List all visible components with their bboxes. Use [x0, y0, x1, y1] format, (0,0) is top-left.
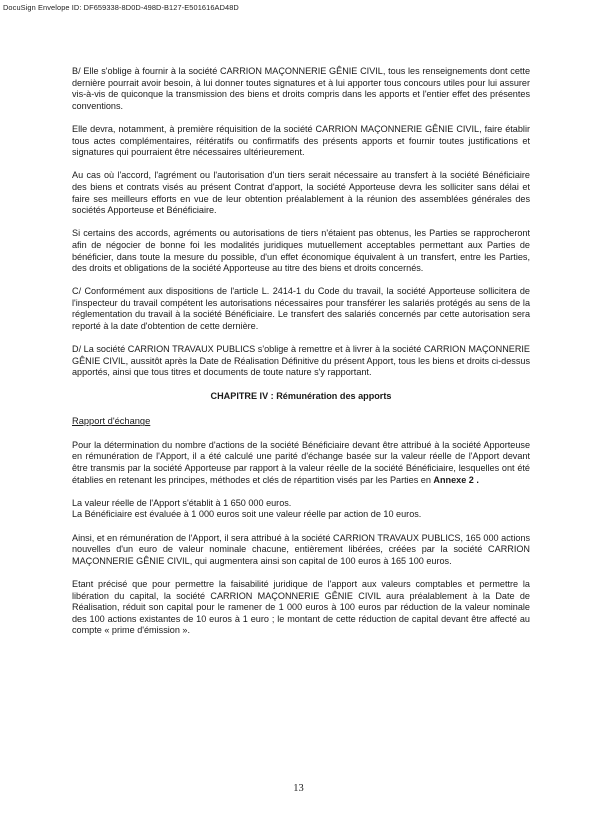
section-subtitle: Rapport d'échange — [72, 416, 151, 427]
paragraph-third-party-consent: Au cas où l'accord, l'agrément ou l'autorisation d'un tiers serait nécessaire au transfert à la société Bénéficiaire des biens et contrats visés au présent Contrat d'apport, la société Apporteuse devra les solliciter sans délai et faire ses meilleurs efforts en vue de leur obtention préalablement à la réunion des assemblées générales des sociétés Apporteuse et Bénéficiaire. — [72, 170, 530, 216]
valuation-line-apport: La valeur réelle de l'Apport s'établit à 1 650 000 euros. — [72, 497, 292, 508]
paragraph-requisition: Elle devra, notamment, à première réquisition de la société CARRION MAÇONNERIE GÊNIE CIVIL, faire établir tous actes complémentaires, réitératifs ou confirmatifs des présents apports et fournir toutes justifications et signatures qui pourraient être nécessaires ultérieurement. — [72, 123, 530, 158]
docusign-envelope-id: DocuSign Envelope ID: DF659338-8D0D-498D-B127-E501616AD48D — [3, 3, 239, 12]
paragraph-share-allocation: Ainsi, et en rémunération de l'Apport, il sera attribué à la société CARRION TRAVAUX PUBLICS, 165 000 actions nouvelles d'un euro de valeur nominale chacune, entièrement libérées, créées par la société CARRION MAÇONNERIE GÊNIE CIVIL, qui augmentera ainsi son capital de 100 euros à 165 100 euros. — [72, 532, 530, 566]
paragraph-d-delivery: D/ La société CARRION TRAVAUX PUBLICS s'oblige à remettre et à livrer à la société CARRION MAÇONNERIE GÊNIE CIVIL, aussitôt après la Date de Réalisation Définitive du présent Apport, tous les biens et droits ci-dessus apportés, ainsi que tous titres et documents de toute nature s'y rapportant. — [72, 344, 530, 378]
page-number: 13 — [293, 783, 304, 794]
paragraph-exchange-ratio — [72, 440, 530, 486]
valuation-line-beneficiaire: La Bénéficiaire est évaluée à 1 000 euros soit une valeur réelle par action de 10 euros. — [72, 509, 422, 520]
paragraph-consent-not-obtained: Si certains des accords, agréments ou autorisations de tiers n'étaient pas obtenus, les Parties se rapprocheront afin de négocier de bonne foi les modalités juridiques mutuellement acceptables permettant aux Parties de bénéficier, dans toute la mesure du possible, d'un effet économique équivalent à un transfert, entre les Parties, des droits et obligations de la société Apporteuse au titre des biens et droits concernés. — [72, 228, 530, 274]
chapter-title: CHAPITRE IV : Rémunération des apports — [210, 390, 392, 401]
annexe-reference: Annexe 2 . — [433, 474, 479, 485]
exchange-ratio-text: Pour la détermination du nombre d'actions de la société Bénéficiaire devant être attribué à la société Apporteuse en rémunération de l'Apport, il a été calculé une parité d'échange basée sur la valeur réelle de l'Apport devant être transmis par la société Apporteuse par rapport à la valeur réelle de la société Bénéficiaire, lesquelles ont été établies en retenant les principes, méthodes et clés de répartition visés par les Parties en — [72, 439, 530, 485]
document-body — [72, 66, 530, 649]
paragraph-b-obligation: B/ Elle s'oblige à fournir à la société CARRION MAÇONNERIE GÊNIE CIVIL, tous les renseignements dont cette dernière pourrait avoir besoin, à lui donner toutes signatures et à lui apporter tous concours utiles pour lui assurer vis-à-vis de quiconque la transmission des biens et droits compris dans les apports et l'entier effet des présentes conventions. — [72, 66, 530, 111]
paragraph-capital-reduction: Etant précisé que pour permettre la faisabilité juridique de l'apport aux valeurs comptables et permettre la libération du capital, la société CARRION MAÇONNERIE GÊNIE CIVIL aura préalablement à la Date de Réalisation, réduit son capital pour le ramener de 1 000 euros à 100 euros par réduction de la valeur nominale des 100 actions existantes de 10 euros à 1 euro ; le montant de cette réduction de capital devant être affecté au compte « prime d'émission ». — [72, 578, 530, 636]
paragraph-c-labour-code: C/ Conformément aux dispositions de l'article L. 2414-1 du Code du travail, la société Apporteuse sollicitera de l'inspecteur du travail compétent les autorisations nécessaires pour transférer les salariés protégés au sens de la réglementation du travail à la société Bénéficiaire. Le transfert des salariés concernés par cette autorisation sera reporté à la date d'obtention de cette dernière. — [72, 286, 530, 332]
